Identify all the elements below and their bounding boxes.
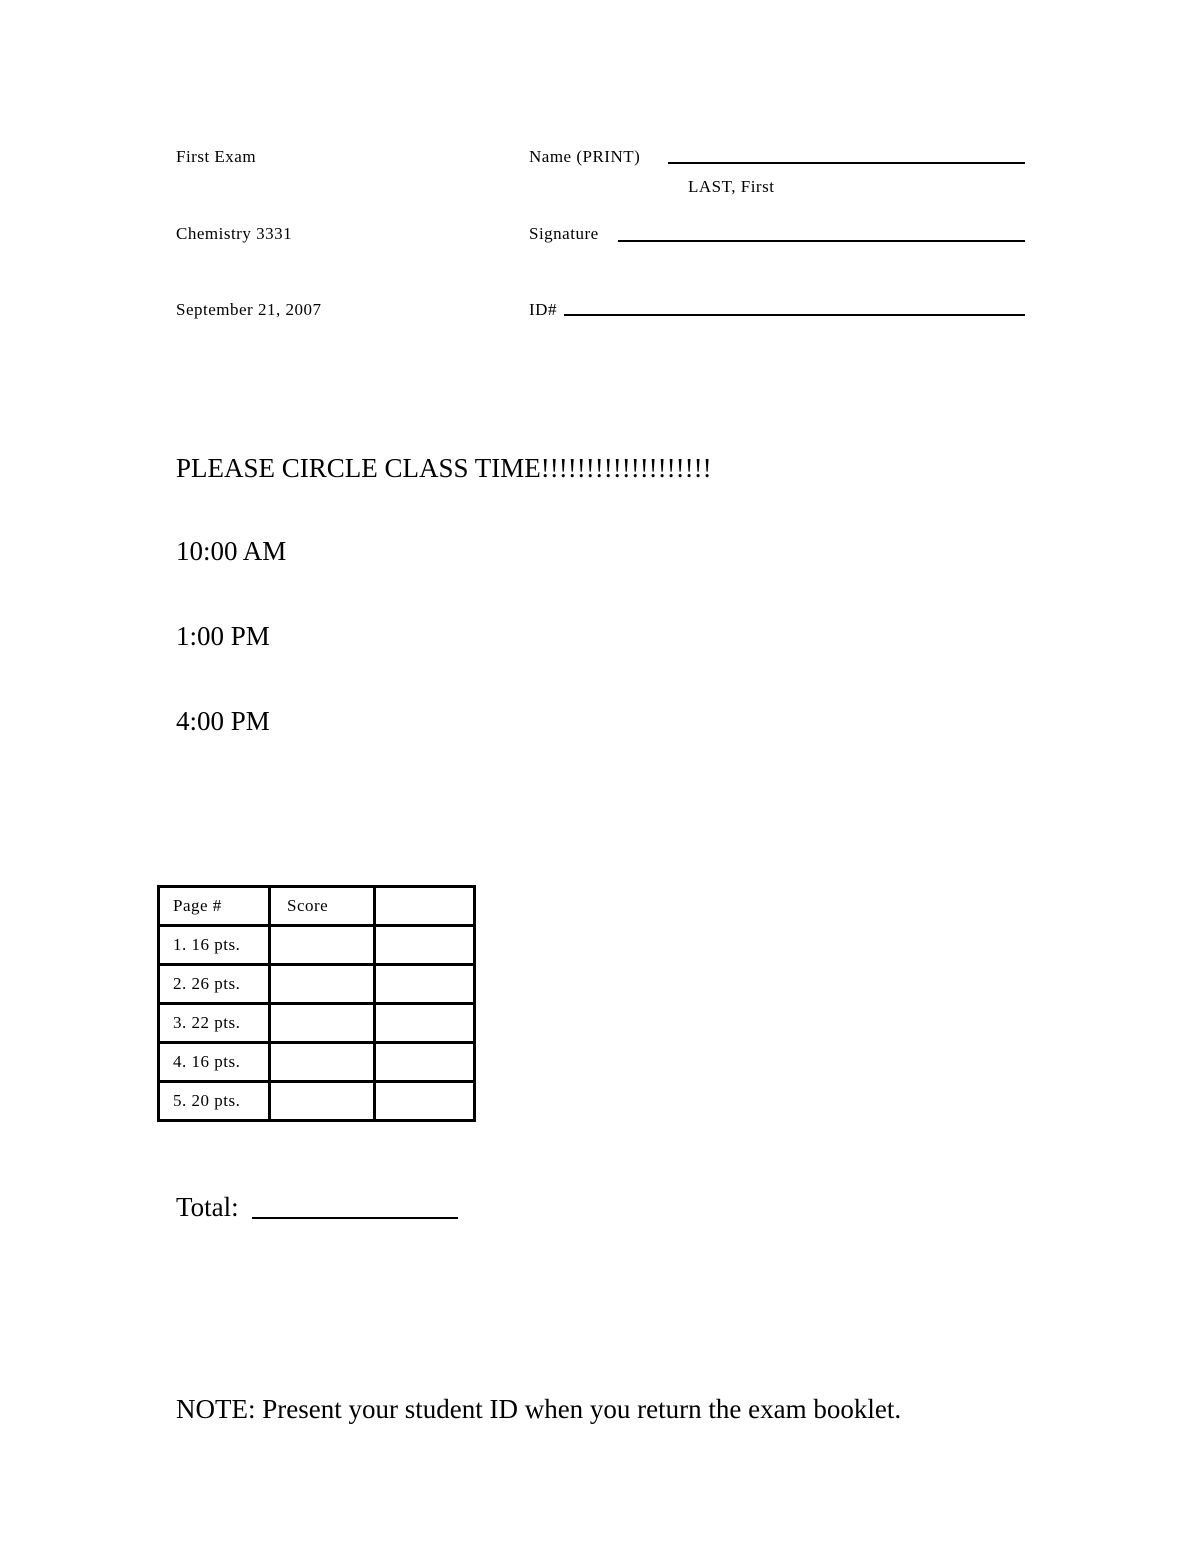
extra-cell[interactable] xyxy=(375,1082,475,1121)
page-points: 2. 26 pts. xyxy=(159,965,270,1004)
signature-label: Signature xyxy=(529,224,599,243)
page-points: 5. 20 pts. xyxy=(159,1082,270,1121)
score-row xyxy=(159,926,475,965)
extra-cell[interactable] xyxy=(375,926,475,965)
extra-cell[interactable] xyxy=(375,1043,475,1082)
page-points: 3. 22 pts. xyxy=(159,1004,270,1043)
total-label: Total: xyxy=(176,1192,239,1222)
total-field[interactable] xyxy=(252,1217,458,1219)
id-field[interactable] xyxy=(564,314,1025,316)
course-name: Chemistry 3331 xyxy=(176,224,293,243)
header-score: Score xyxy=(270,887,375,926)
circle-class-time-instruction: PLEASE CIRCLE CLASS TIME!!!!!!!!!!!!!!!!!!! xyxy=(176,453,712,483)
score-cell[interactable] xyxy=(270,926,375,965)
exam-title: First Exam xyxy=(176,147,257,166)
name-label: Name (PRINT) xyxy=(529,147,641,166)
page-points: 4. 16 pts. xyxy=(159,1043,270,1082)
score-cell[interactable] xyxy=(270,1004,375,1043)
name-hint: LAST, First xyxy=(688,177,775,196)
score-table-header-row xyxy=(159,887,475,926)
class-time-option[interactable]: 1:00 PM xyxy=(176,621,270,651)
id-label: ID# xyxy=(529,300,557,319)
class-time-option[interactable]: 10:00 AM xyxy=(176,536,287,566)
exam-date: September 21, 2007 xyxy=(176,300,322,319)
header-page: Page # xyxy=(159,887,270,926)
class-time-option[interactable]: 4:00 PM xyxy=(176,706,270,736)
name-field[interactable] xyxy=(668,162,1025,164)
score-cell[interactable] xyxy=(270,965,375,1004)
page-points: 1. 16 pts. xyxy=(159,926,270,965)
extra-cell[interactable] xyxy=(375,965,475,1004)
header-blank xyxy=(375,887,475,926)
score-table xyxy=(157,885,476,1122)
score-row xyxy=(159,1082,475,1121)
score-row xyxy=(159,965,475,1004)
score-cell[interactable] xyxy=(270,1043,375,1082)
extra-cell[interactable] xyxy=(375,1004,475,1043)
score-cell[interactable] xyxy=(270,1082,375,1121)
note-text: NOTE: Present your student ID when you return the exam booklet. xyxy=(176,1394,902,1424)
signature-field[interactable] xyxy=(618,240,1025,242)
score-row xyxy=(159,1004,475,1043)
score-row xyxy=(159,1043,475,1082)
